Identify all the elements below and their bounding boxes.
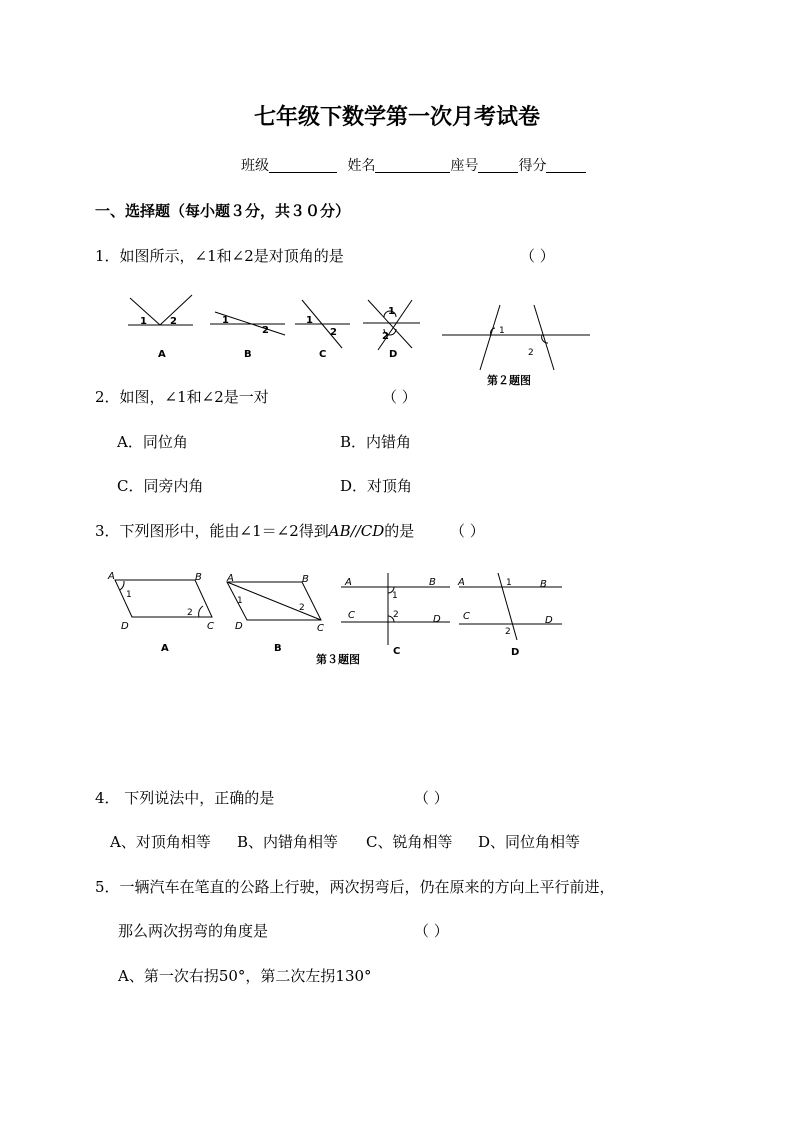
page-title: 七年级下数学第一次月考试卷 (253, 105, 540, 130)
score-blank[interactable] (546, 157, 586, 173)
q3a-point-b: B (195, 572, 202, 583)
question-3-text-before: 3．下列图形中，能由∠1＝∠2得到 (95, 522, 329, 540)
question-3-text-after: 的是 (384, 522, 415, 540)
q3b-angle-1: 1 (237, 596, 243, 606)
score-label: 得分 (518, 158, 547, 174)
q3a-point-c: C (207, 621, 214, 632)
class-blank[interactable] (269, 157, 337, 173)
question-4-answer-paren[interactable]: （ ） (414, 789, 449, 807)
q1-figure-b (210, 312, 285, 360)
q2-angle-1: 1 (499, 326, 505, 336)
q3c-angle-2: 2 (393, 610, 399, 620)
q3d-point-d: D (545, 615, 553, 626)
class-label: 班级 (241, 158, 269, 174)
q1-fig-label-a: A (158, 349, 166, 360)
question-3-figure-caption: 第３题图 (316, 653, 360, 666)
q3d-point-b: B (540, 579, 547, 590)
question-2-answer-paren[interactable]: （ ） (382, 388, 417, 406)
question-3-text (95, 520, 414, 541)
q3-figure-d (457, 573, 562, 658)
q2-angle-2: 2 (528, 348, 534, 358)
q3a-angle-2: 2 (187, 608, 193, 618)
q3c-angle-1: 1 (392, 591, 398, 601)
q3d-point-a: A (458, 577, 465, 588)
question-2-text: 2．如图，∠1和∠2是一对 (95, 388, 269, 406)
q3a-point-a: A (108, 571, 115, 582)
question-1-answer-paren[interactable]: （ ） (520, 247, 555, 265)
q1a-angle-2: 2 (170, 316, 177, 327)
student-info-line (241, 155, 586, 175)
question-2-option-a[interactable]: A．同位角 (117, 433, 188, 451)
q1-fig-label-d: D (389, 349, 398, 360)
q1-figure-a (128, 295, 193, 360)
q3b-point-c: C (317, 623, 324, 634)
q1a-angle-1: 1 (140, 316, 147, 327)
question-2-option-c[interactable]: C．同旁内角 (117, 477, 204, 495)
question-5-option-a[interactable]: A、第一次右拐50°，第二次左拐130° (118, 967, 372, 985)
q3d-angle-2: 2 (505, 627, 511, 637)
q3-figure-a (107, 571, 214, 654)
question-4-text: 4． 下列说法中，正确的是 (95, 789, 275, 807)
name-blank[interactable] (375, 157, 450, 173)
question-2-option-d[interactable]: D．对顶角 (340, 477, 413, 495)
question-3-answer-paren[interactable]: （ ） (450, 522, 485, 540)
q1b-angle-2: 2 (262, 325, 269, 336)
q3d-angle-1: 1 (506, 578, 512, 588)
section-heading: 一、选择题（每小题３分，共３０分） (95, 202, 351, 220)
q3b-point-b: B (302, 574, 309, 585)
question-2-figure-caption: 第２题图 (487, 374, 531, 387)
question-1-text: 1．如图所示，∠1和∠2是对顶角的是 (95, 247, 344, 265)
question-2-option-b[interactable]: B．内错角 (340, 433, 412, 451)
seat-blank[interactable] (478, 157, 518, 173)
q3c-point-a: A (345, 577, 352, 588)
q3-figure-c (341, 573, 450, 657)
q1-figure-d (363, 300, 420, 360)
question-5-answer-paren[interactable]: （ ） (414, 922, 449, 940)
q1d-angle-1: 1 (388, 306, 395, 317)
q3b-angle-2: 2 (299, 603, 305, 613)
q1-fig-label-b: B (244, 349, 252, 360)
question-4-option-c[interactable]: C、锐角相等 (366, 833, 453, 851)
q1-figure-c (295, 300, 350, 360)
q1b-angle-1: 1 (222, 315, 229, 326)
q3-fig-label-b: B (274, 643, 282, 654)
q3b-point-d: D (235, 621, 243, 632)
q3c-point-d: D (433, 614, 441, 625)
q3a-angle-1: 1 (126, 590, 132, 600)
question-1-figures (120, 290, 450, 370)
q3c-point-c: C (348, 610, 355, 621)
question-3-math: AB//CD (328, 522, 385, 540)
q3d-point-c: C (463, 611, 470, 622)
q1c-angle-2: 2 (330, 327, 337, 338)
q1d-angle-2: 2 (382, 331, 389, 342)
seat-label: 座号 (450, 158, 479, 174)
q1c-angle-1: 1 (306, 315, 313, 326)
question-5-text-line-2: 那么两次拐弯的角度是 (118, 922, 269, 940)
question-4-option-a[interactable]: A、对顶角相等 (110, 833, 211, 851)
q3-fig-label-c: C (393, 646, 401, 657)
q1-fig-label-c: C (319, 349, 327, 360)
q3b-point-a: A (227, 573, 234, 584)
question-4-option-b[interactable]: B、内错角相等 (237, 833, 339, 851)
q3-fig-label-a: A (161, 643, 169, 654)
q3c-point-b: B (429, 577, 436, 588)
q3-fig-label-d: D (511, 647, 520, 658)
question-4-option-d[interactable]: D、同位角相等 (478, 833, 581, 851)
question-5-text-line-1: 5．一辆汽车在笔直的公路上行驶，两次拐弯后，仍在原来的方向上平行前进， (95, 878, 615, 896)
name-label: 姓名 (347, 158, 376, 174)
q3-figure-b (226, 573, 324, 654)
q3a-point-d: D (121, 621, 129, 632)
